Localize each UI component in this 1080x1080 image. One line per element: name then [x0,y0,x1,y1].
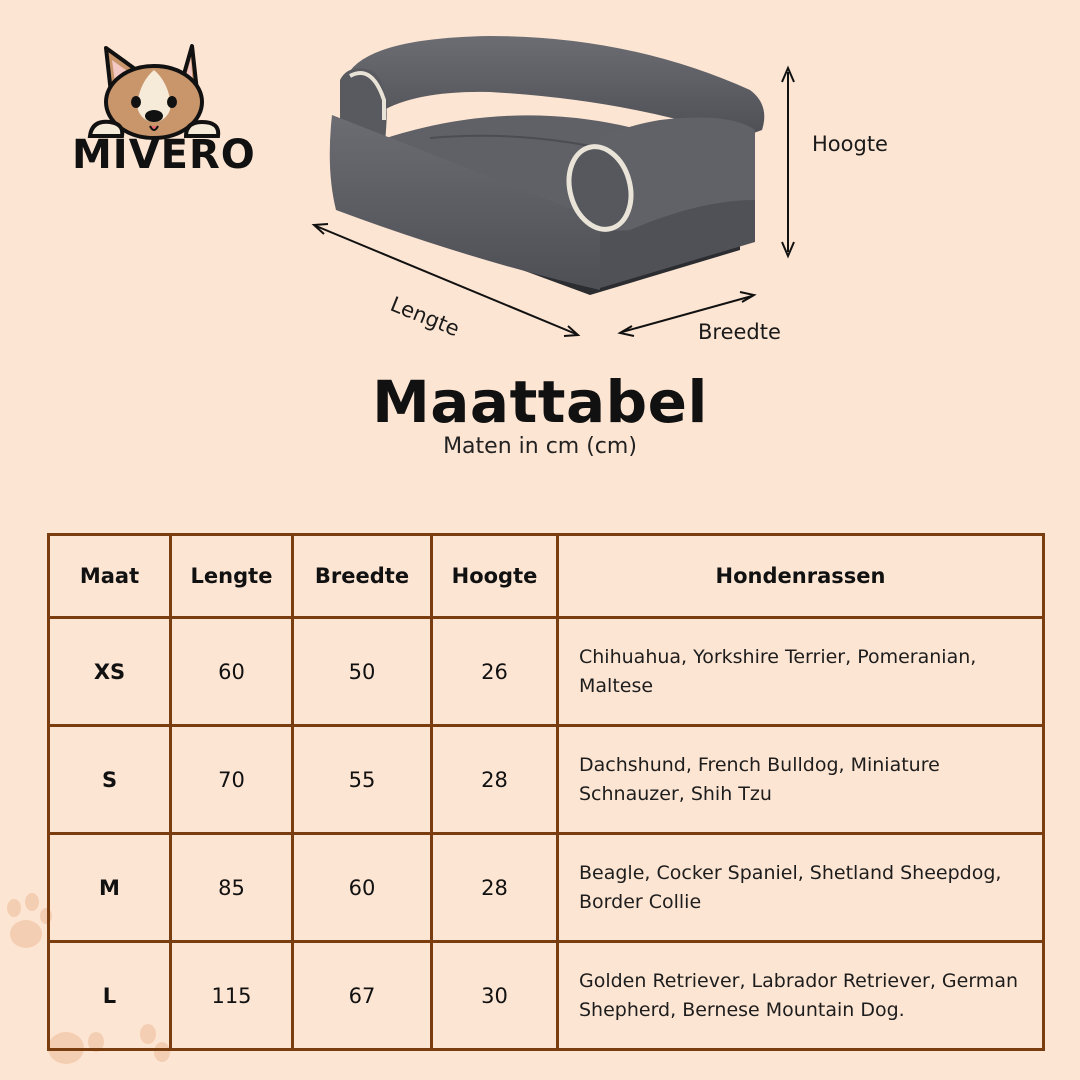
brand-logo [72,40,256,180]
size-cell: L [49,942,171,1050]
size-cell: XS [49,618,171,726]
page-title: Maattabel [372,368,708,436]
size-cell: M [49,834,171,942]
height-cell: 28 [432,834,558,942]
length-label: Lengte [387,292,463,342]
breeds-cell: Dachshund, French Bulldog, Miniature Schnauzer, Shih Tzu [558,726,1044,834]
height-cell: 30 [432,942,558,1050]
width-cell: 55 [293,726,432,834]
width-cell: 50 [293,618,432,726]
page-subtitle: Maten in cm (cm) [443,434,637,459]
breeds-cell: Chihuahua, Yorkshire Terrier, Pomeranian, Maltese [558,618,1044,726]
table-row [49,942,1044,1050]
width-cell: 67 [293,942,432,1050]
column-header-breedte: Breedte [293,535,432,618]
length-cell: 85 [171,834,293,942]
height-cell: 26 [432,618,558,726]
brand-name: MIVERO [72,132,256,178]
length-cell: 60 [171,618,293,726]
length-cell: 115 [171,942,293,1050]
dog-logo-icon [72,40,237,140]
width-cell: 60 [293,834,432,942]
column-header-hoogte: Hoogte [432,535,558,618]
column-header-hondenrassen: Hondenrassen [558,535,1044,618]
table-row [49,618,1044,726]
size-table [47,533,1045,1051]
size-cell: S [49,726,171,834]
sofa-bed-illustration [300,20,820,360]
height-cell: 28 [432,726,558,834]
column-header-lengte: Lengte [171,535,293,618]
length-cell: 70 [171,726,293,834]
height-label: Hoogte [812,132,888,156]
table-row [49,834,1044,942]
breeds-cell: Golden Retriever, Labrador Retriever, German Shepherd, Bernese Mountain Dog. [558,942,1044,1050]
breeds-cell: Beagle, Cocker Spaniel, Shetland Sheepdog, Border Collie [558,834,1044,942]
width-label: Breedte [698,320,781,344]
table-row [49,726,1044,834]
column-header-maat: Maat [49,535,171,618]
table-header-row [49,535,1044,618]
